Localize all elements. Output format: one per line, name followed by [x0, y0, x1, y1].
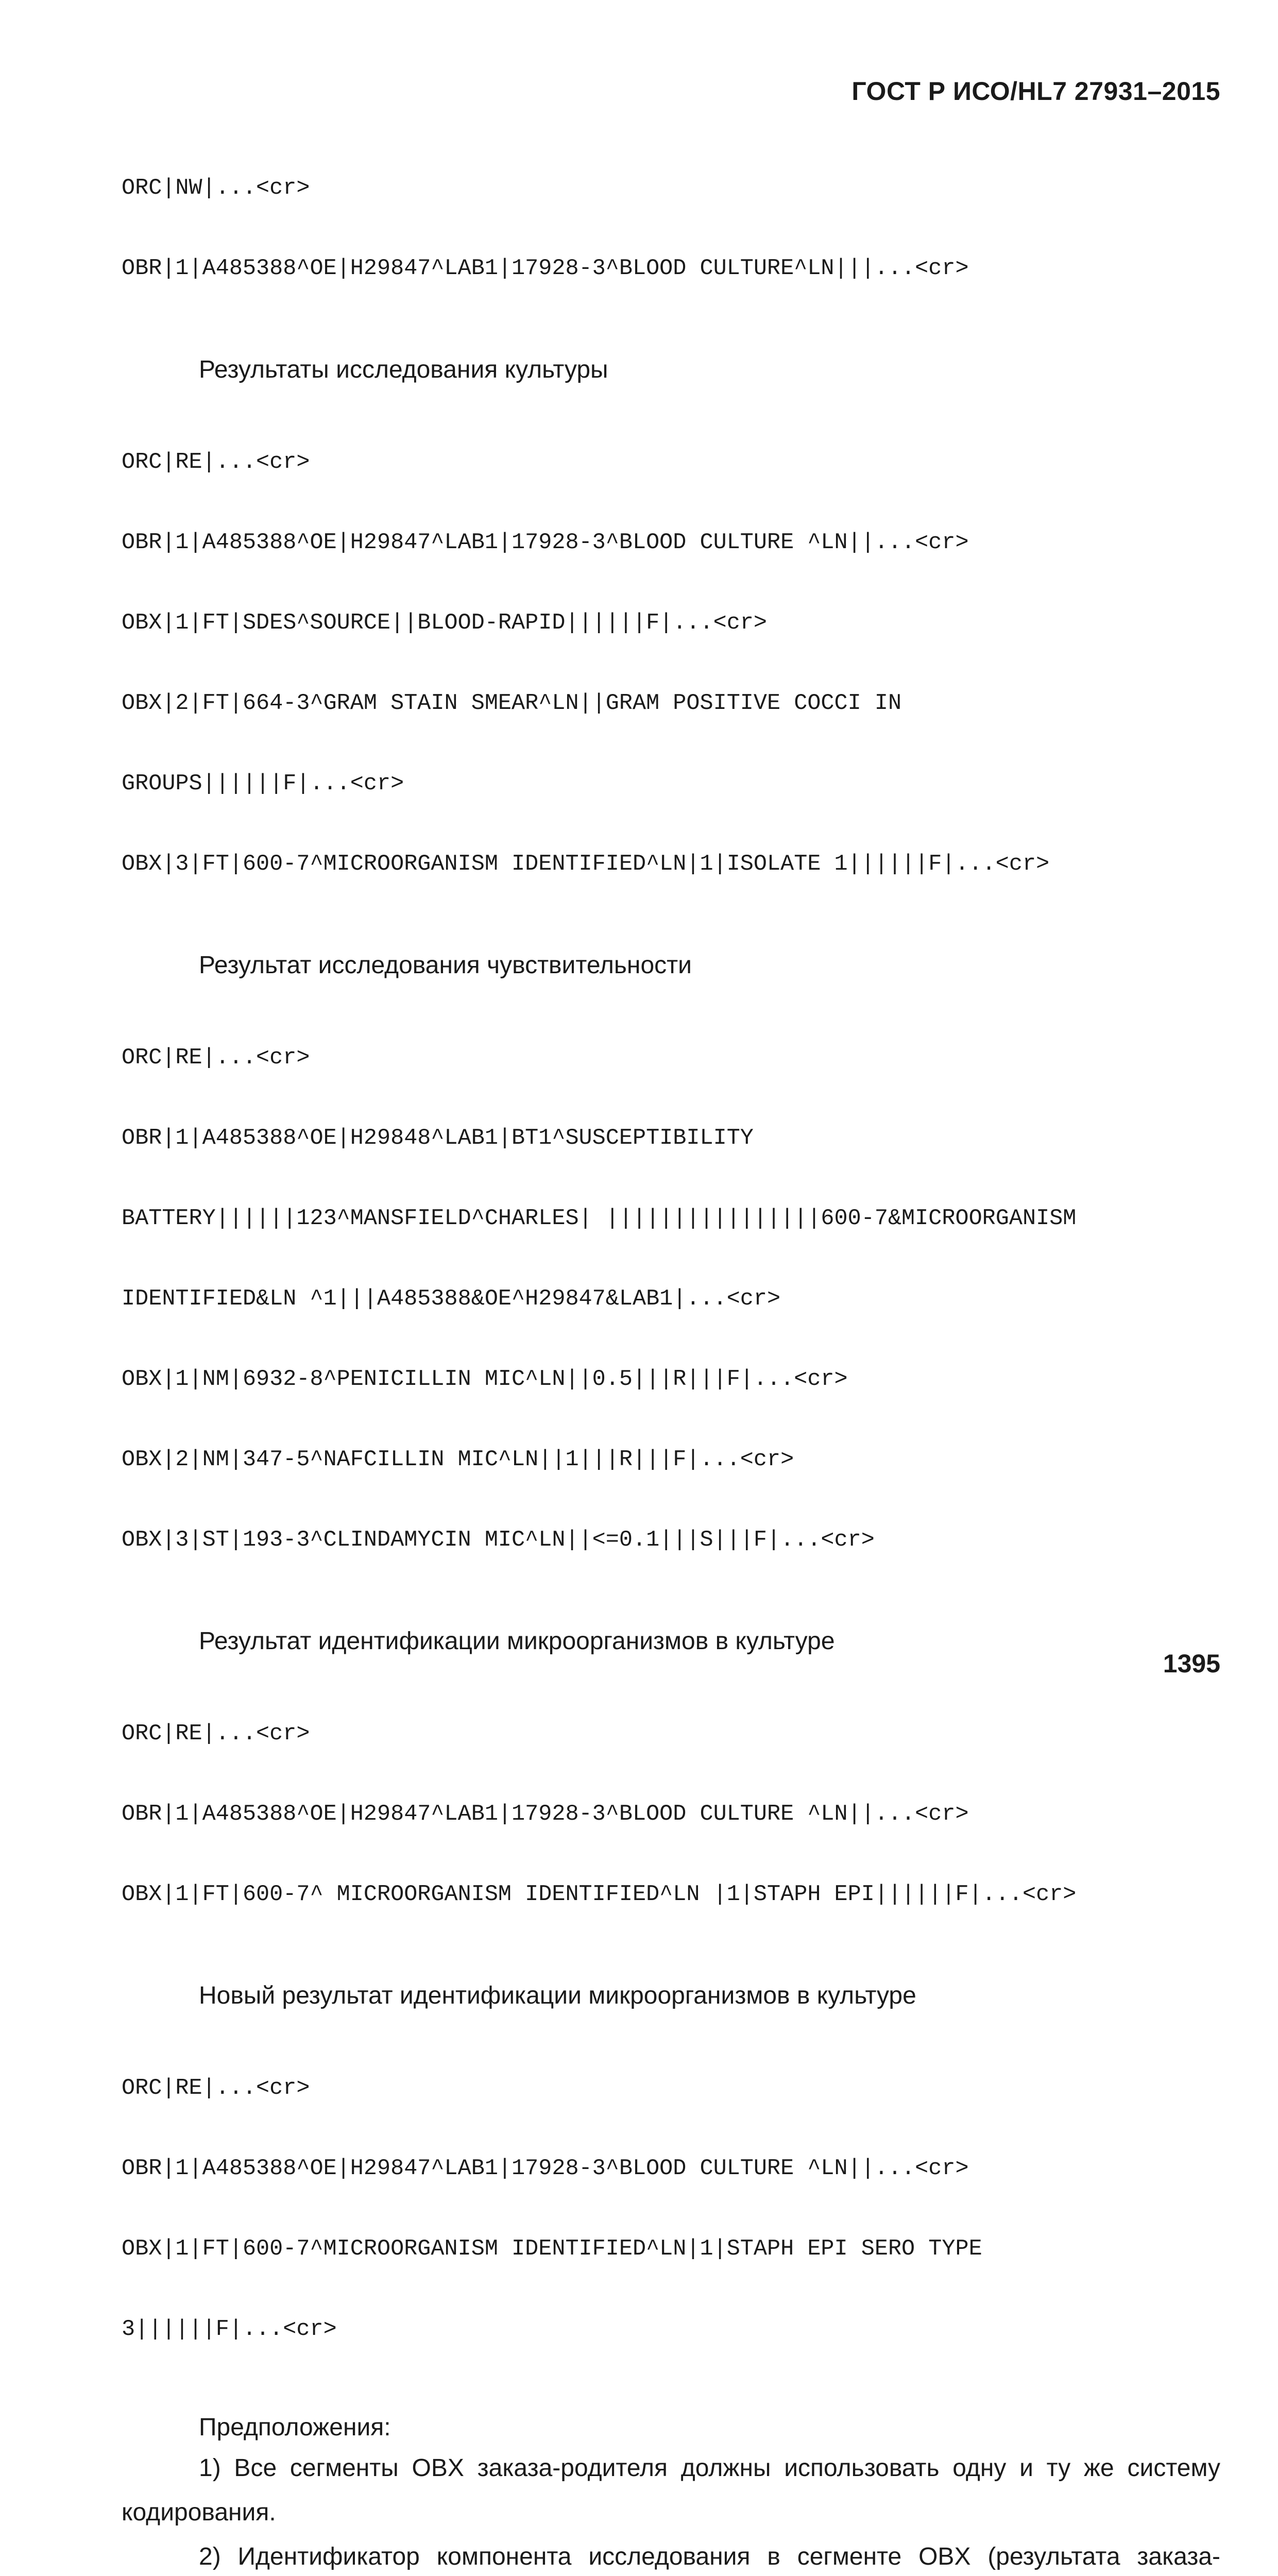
- page-number: 1395: [1163, 1649, 1220, 1678]
- paragraph-assumption-1: 1) Все сегменты OBX заказа-родителя должны использовать одну и ту же систему кодирования.: [122, 2454, 1220, 2526]
- code-line: ORC|RE|...<cr>: [122, 1045, 310, 1071]
- code-line: 3||||||F|...<cr>: [122, 2317, 337, 2342]
- subheading-susceptibility-results: Результат исследования чувствительности: [199, 952, 692, 979]
- code-line: OBX|1|FT|SDES^SOURCE||BLOOD-RAPID||||||F|...<cr>: [122, 611, 768, 636]
- code-line: OBX|1|FT|600-7^ MICROORGANISM IDENTIFIED^LN |1|STAPH EPI||||||F|...<cr>: [122, 1882, 1077, 1907]
- code-block-identification: [122, 1667, 1220, 1962]
- code-line: ORC|RE|...<cr>: [122, 2076, 310, 2101]
- code-block-susceptibility: [122, 991, 1220, 1607]
- code-line: OBX|2|NM|347-5^NAFCILLIN MIC^LN||1|||R|||F|...<cr>: [122, 1447, 794, 1472]
- document-header-title: ГОСТ Р ИСО/HL7 27931–2015: [851, 77, 1220, 106]
- code-block-culture-results: [122, 396, 1220, 931]
- subheading-culture-results: Результаты исследования культуры: [199, 356, 608, 383]
- code-line: OBR|1|A485388^OE|H29847^LAB1|17928-3^BLOOD CULTURE ^LN||...<cr>: [122, 530, 969, 555]
- subheading-new-identification-results: Новый результат идентификации микроорганизмов в культуре: [199, 1982, 916, 2009]
- code-line: ORC|NW|...<cr>: [122, 176, 310, 201]
- code-line: ORC|RE|...<cr>: [122, 1721, 310, 1747]
- code-line: OBR|1|A485388^OE|H29847^LAB1|17928-3^BLOOD CULTURE ^LN||...<cr>: [122, 1802, 969, 1827]
- code-line: OBX|2|FT|664-3^GRAM STAIN SMEAR^LN||GRAM POSITIVE COCCI IN: [122, 691, 902, 716]
- code-line: IDENTIFIED&LN ^1|||A485388&OE^H29847&LAB1|...<cr>: [122, 1286, 781, 1312]
- code-line: OBX|1|FT|600-7^MICROORGANISM IDENTIFIED^LN|1|STAPH EPI SERO TYPE: [122, 2236, 982, 2262]
- code-line: OBR|1|A485388^OE|H29847^LAB1|17928-3^BLOOD CULTURE^LN|||...<cr>: [122, 256, 969, 281]
- code-line: OBR|1|A485388^OE|H29847^LAB1|17928-3^BLOOD CULTURE ^LN||...<cr>: [122, 2156, 969, 2181]
- code-line: OBX|1|NM|6932-8^PENICILLIN MIC^LN||0.5|||R|||F|...<cr>: [122, 1367, 848, 1392]
- code-block-new-identification: [122, 2022, 1220, 2397]
- paragraph-assumption-2: 2) Идентификатор компонента исследования в сегменте OBX (результата заказа-: [199, 2543, 1220, 2570]
- subheading-identification-results: Результат идентификации микроорганизмов в культуре: [199, 1628, 835, 1655]
- page-content: [122, 122, 1220, 2576]
- code-block-order: [122, 122, 1220, 336]
- code-line: GROUPS||||||F|...<cr>: [122, 771, 404, 796]
- code-line: OBR|1|A485388^OE|H29848^LAB1|BT1^SUSCEPTIBILITY: [122, 1126, 754, 1151]
- code-line: OBX|3|FT|600-7^MICROORGANISM IDENTIFIED^LN|1|ISOLATE 1||||||F|...<cr>: [122, 852, 1050, 877]
- code-line: ORC|RE|...<cr>: [122, 450, 310, 475]
- code-line: OBX|3|ST|193-3^CLINDAMYCIN MIC^LN||<=0.1|||S|||F|...<cr>: [122, 1528, 875, 1553]
- subheading-assumptions: Предположения:: [199, 2414, 391, 2441]
- code-line: BATTERY||||||123^MANSFIELD^CHARLES| ||||||||||||||||600-7&MICROORGANISM: [122, 1206, 1077, 1231]
